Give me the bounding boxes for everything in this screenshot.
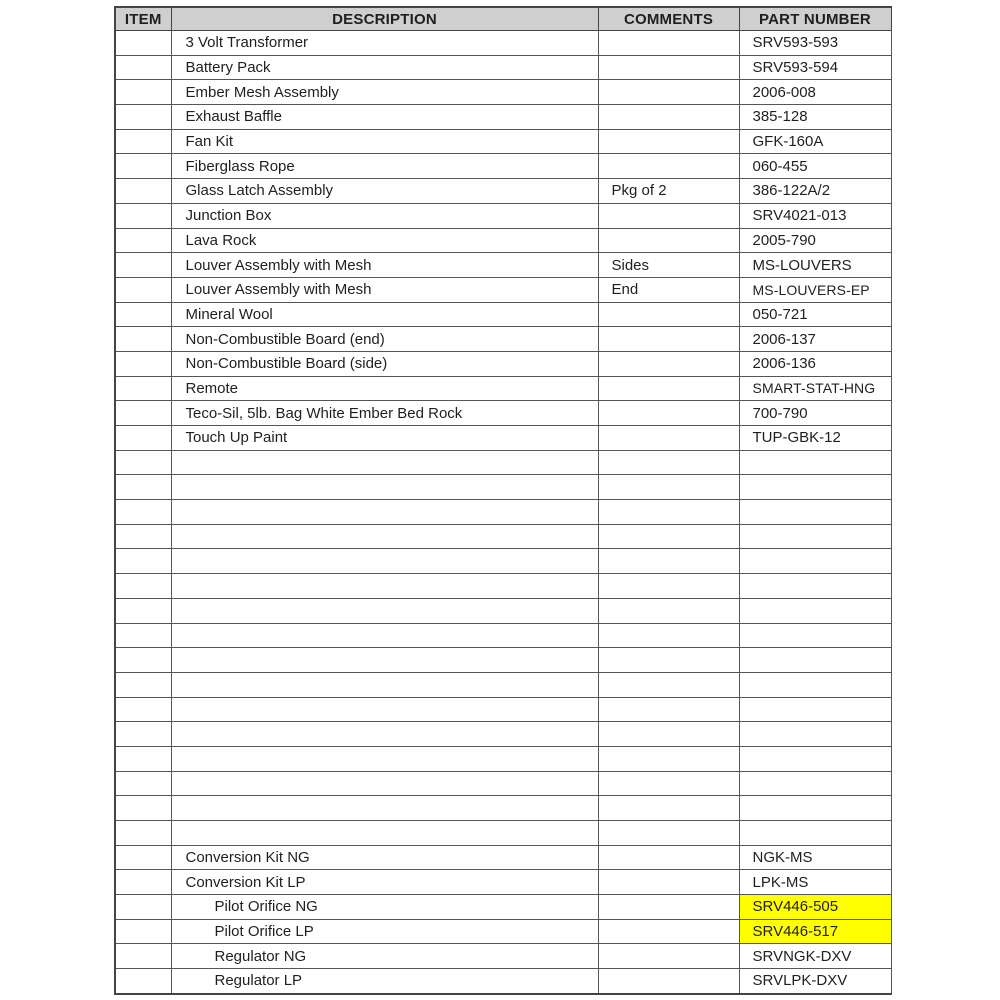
- part-number-cell: MS-LOUVERS-EP: [739, 277, 891, 302]
- comments-cell: [598, 895, 739, 920]
- table-row: [115, 697, 891, 722]
- table-row: [115, 722, 891, 747]
- part-number-cell: [739, 623, 891, 648]
- comments-cell: [598, 500, 739, 525]
- table-row: [115, 31, 891, 56]
- comments-cell: [598, 154, 739, 179]
- part-number-cell: MS-LOUVERS: [739, 253, 891, 278]
- description-cell: Fiberglass Rope: [171, 154, 598, 179]
- comments-cell: [598, 623, 739, 648]
- table-row: [115, 870, 891, 895]
- comments-cell: [598, 574, 739, 599]
- item-cell: [115, 746, 171, 771]
- table-row: [115, 598, 891, 623]
- item-cell: [115, 771, 171, 796]
- item-cell: [115, 574, 171, 599]
- comments-cell: [598, 401, 739, 426]
- description-cell: [171, 450, 598, 475]
- part-number-cell: 2006-137: [739, 327, 891, 352]
- item-cell: [115, 821, 171, 846]
- item-cell: [115, 154, 171, 179]
- comments-cell: Sides: [598, 253, 739, 278]
- item-cell: [115, 450, 171, 475]
- item-cell: [115, 524, 171, 549]
- table-row: [115, 105, 891, 130]
- item-cell: [115, 228, 171, 253]
- description-cell: [171, 598, 598, 623]
- part-number-cell: NGK-MS: [739, 845, 891, 870]
- item-cell: [115, 845, 171, 870]
- description-cell: Fan Kit: [171, 129, 598, 154]
- comments-cell: [598, 475, 739, 500]
- item-cell: [115, 500, 171, 525]
- part-number-cell: [739, 574, 891, 599]
- header-item: ITEM: [115, 7, 171, 31]
- part-number-cell: SRV593-593: [739, 31, 891, 56]
- item-cell: [115, 253, 171, 278]
- table-row: [115, 302, 891, 327]
- part-number-cell: [739, 722, 891, 747]
- item-cell: [115, 203, 171, 228]
- part-number-cell: [739, 771, 891, 796]
- description-cell: [171, 796, 598, 821]
- description-cell: Non-Combustible Board (end): [171, 327, 598, 352]
- comments-cell: [598, 870, 739, 895]
- comments-cell: [598, 327, 739, 352]
- item-cell: [115, 327, 171, 352]
- table-body: [115, 31, 891, 994]
- item-cell: [115, 598, 171, 623]
- header-part-number: PART NUMBER: [739, 7, 891, 31]
- table-row: [115, 796, 891, 821]
- item-cell: [115, 895, 171, 920]
- table-row: [115, 895, 891, 920]
- part-number-cell: [739, 524, 891, 549]
- table-row: [115, 919, 891, 944]
- item-cell: [115, 672, 171, 697]
- description-cell: Junction Box: [171, 203, 598, 228]
- item-cell: [115, 623, 171, 648]
- table-row: [115, 253, 891, 278]
- description-cell: Touch Up Paint: [171, 426, 598, 451]
- description-cell: Exhaust Baffle: [171, 105, 598, 130]
- table-row: [115, 574, 891, 599]
- part-number-cell: [739, 475, 891, 500]
- description-cell: Teco-Sil, 5lb. Bag White Ember Bed Rock: [171, 401, 598, 426]
- table-row: [115, 228, 891, 253]
- part-number-cell: GFK-160A: [739, 129, 891, 154]
- item-cell: [115, 796, 171, 821]
- header-comments: COMMENTS: [598, 7, 739, 31]
- comments-cell: [598, 129, 739, 154]
- description-cell: [171, 648, 598, 673]
- comments-cell: [598, 821, 739, 846]
- description-cell: [171, 697, 598, 722]
- table-row: [115, 821, 891, 846]
- table-row: [115, 623, 891, 648]
- item-cell: [115, 129, 171, 154]
- item-cell: [115, 549, 171, 574]
- part-number-cell: SRVNGK-DXV: [739, 944, 891, 969]
- item-cell: [115, 105, 171, 130]
- header-description: DESCRIPTION: [171, 7, 598, 31]
- description-cell: Glass Latch Assembly: [171, 179, 598, 204]
- description-cell: [171, 549, 598, 574]
- part-number-cell: [739, 549, 891, 574]
- part-number-cell: SRV4021-013: [739, 203, 891, 228]
- table-row: [115, 55, 891, 80]
- comments-cell: [598, 105, 739, 130]
- comments-cell: [598, 722, 739, 747]
- comments-cell: End: [598, 277, 739, 302]
- table-row: [115, 944, 891, 969]
- table-row: [115, 277, 891, 302]
- table-row: [115, 845, 891, 870]
- part-number-cell: 386-122A/2: [739, 179, 891, 204]
- comments-cell: [598, 845, 739, 870]
- table-row: [115, 771, 891, 796]
- part-number-cell: 2006-136: [739, 351, 891, 376]
- item-cell: [115, 277, 171, 302]
- table-row: [115, 327, 891, 352]
- comments-cell: [598, 80, 739, 105]
- table-row: [115, 179, 891, 204]
- item-cell: [115, 870, 171, 895]
- description-cell: [171, 771, 598, 796]
- table-row: [115, 351, 891, 376]
- part-number-cell: [739, 796, 891, 821]
- comments-cell: [598, 228, 739, 253]
- description-cell: [171, 500, 598, 525]
- comments-cell: [598, 203, 739, 228]
- table-row: [115, 524, 891, 549]
- item-cell: [115, 475, 171, 500]
- description-cell: [171, 524, 598, 549]
- part-number-cell: [739, 746, 891, 771]
- table-row: [115, 746, 891, 771]
- comments-cell: [598, 450, 739, 475]
- table-row: [115, 401, 891, 426]
- comments-cell: [598, 672, 739, 697]
- item-cell: [115, 80, 171, 105]
- description-cell: Lava Rock: [171, 228, 598, 253]
- comments-cell: [598, 969, 739, 994]
- table-row: [115, 969, 891, 994]
- part-number-cell: SRV446-517: [739, 919, 891, 944]
- parts-table: [114, 6, 892, 995]
- table-row: [115, 475, 891, 500]
- part-number-cell: SRV446-505: [739, 895, 891, 920]
- comments-cell: [598, 697, 739, 722]
- part-number-cell: 2006-008: [739, 80, 891, 105]
- description-cell: Non-Combustible Board (side): [171, 351, 598, 376]
- table-row: [115, 648, 891, 673]
- part-number-cell: SRVLPK-DXV: [739, 969, 891, 994]
- comments-cell: [598, 55, 739, 80]
- table-row: [115, 450, 891, 475]
- description-cell: [171, 722, 598, 747]
- item-cell: [115, 722, 171, 747]
- comments-cell: Pkg of 2: [598, 179, 739, 204]
- item-cell: [115, 969, 171, 994]
- description-cell: [171, 746, 598, 771]
- table-row: [115, 549, 891, 574]
- description-cell: Louver Assembly with Mesh: [171, 277, 598, 302]
- table-row: [115, 376, 891, 401]
- part-number-cell: [739, 598, 891, 623]
- item-cell: [115, 302, 171, 327]
- part-number-cell: [739, 450, 891, 475]
- table-row: [115, 672, 891, 697]
- comments-cell: [598, 598, 739, 623]
- description-cell: Battery Pack: [171, 55, 598, 80]
- item-cell: [115, 55, 171, 80]
- part-number-cell: LPK-MS: [739, 870, 891, 895]
- comments-cell: [598, 648, 739, 673]
- description-cell: [171, 821, 598, 846]
- item-cell: [115, 648, 171, 673]
- description-cell: [171, 623, 598, 648]
- table-row: [115, 154, 891, 179]
- part-number-cell: 700-790: [739, 401, 891, 426]
- comments-cell: [598, 524, 739, 549]
- description-cell: Mineral Wool: [171, 302, 598, 327]
- description-cell: Conversion Kit LP: [171, 870, 598, 895]
- description-cell: 3 Volt Transformer: [171, 31, 598, 56]
- item-cell: [115, 944, 171, 969]
- item-cell: [115, 376, 171, 401]
- comments-cell: [598, 376, 739, 401]
- description-cell: Regulator LP: [171, 969, 598, 994]
- table-row: [115, 80, 891, 105]
- part-number-cell: [739, 500, 891, 525]
- comments-cell: [598, 771, 739, 796]
- part-number-cell: 060-455: [739, 154, 891, 179]
- description-cell: [171, 672, 598, 697]
- part-number-cell: 050-721: [739, 302, 891, 327]
- item-cell: [115, 351, 171, 376]
- part-number-cell: [739, 697, 891, 722]
- part-number-cell: TUP-GBK-12: [739, 426, 891, 451]
- header-row: [115, 7, 891, 31]
- part-number-cell: 385-128: [739, 105, 891, 130]
- item-cell: [115, 919, 171, 944]
- part-number-cell: SRV593-594: [739, 55, 891, 80]
- description-cell: [171, 475, 598, 500]
- comments-cell: [598, 746, 739, 771]
- item-cell: [115, 401, 171, 426]
- description-cell: Pilot Orifice LP: [171, 919, 598, 944]
- comments-cell: [598, 31, 739, 56]
- description-cell: Conversion Kit NG: [171, 845, 598, 870]
- comments-cell: [598, 302, 739, 327]
- item-cell: [115, 426, 171, 451]
- description-cell: Remote: [171, 376, 598, 401]
- description-cell: Louver Assembly with Mesh: [171, 253, 598, 278]
- table-row: [115, 426, 891, 451]
- comments-cell: [598, 351, 739, 376]
- part-number-cell: [739, 821, 891, 846]
- comments-cell: [598, 796, 739, 821]
- part-number-cell: SMART-STAT-HNG: [739, 376, 891, 401]
- comments-cell: [598, 944, 739, 969]
- description-cell: Ember Mesh Assembly: [171, 80, 598, 105]
- description-cell: Regulator NG: [171, 944, 598, 969]
- comments-cell: [598, 426, 739, 451]
- description-cell: [171, 574, 598, 599]
- part-number-cell: 2005-790: [739, 228, 891, 253]
- item-cell: [115, 179, 171, 204]
- comments-cell: [598, 549, 739, 574]
- part-number-cell: [739, 648, 891, 673]
- table-row: [115, 203, 891, 228]
- table-row: [115, 129, 891, 154]
- description-cell: Pilot Orifice NG: [171, 895, 598, 920]
- comments-cell: [598, 919, 739, 944]
- table-row: [115, 500, 891, 525]
- part-number-cell: [739, 672, 891, 697]
- item-cell: [115, 697, 171, 722]
- item-cell: [115, 31, 171, 56]
